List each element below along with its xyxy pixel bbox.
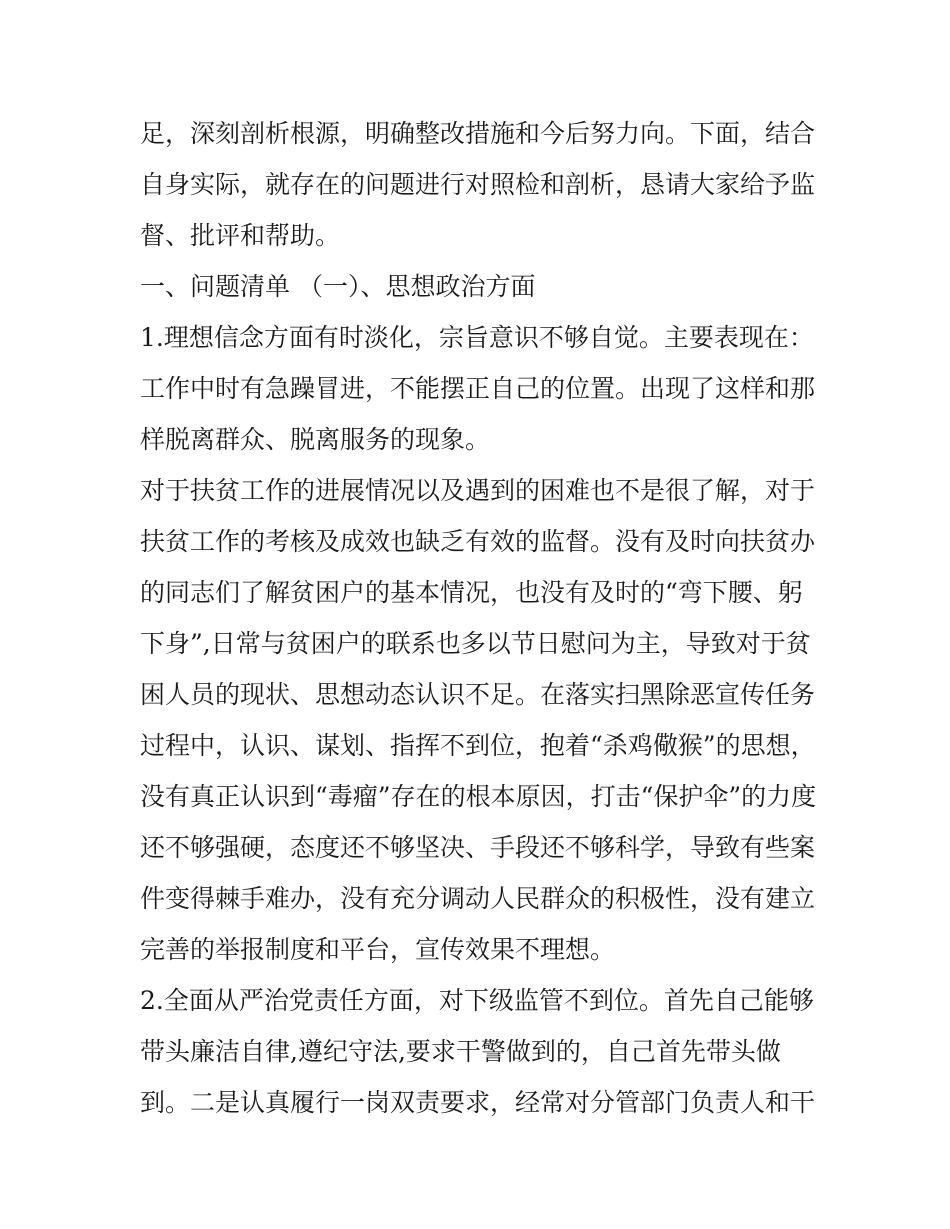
text-line: 到。二是认真履行一岗双责要求，经常对分管部门负责人和干 [140, 1088, 816, 1117]
text-line: 完善的举报制度和平台，宣传效果不理想。 [140, 935, 616, 964]
text-line: 2.全面从严治党责任方面，对下级监管不到位。首先自己能够 [140, 986, 814, 1015]
text-line: 扶贫工作的考核及成效也缺乏有效的监督。没有及时向扶贫办 [140, 527, 816, 556]
text-line: 件变得棘手难办，没有充分调动人民群众的积极性，没有建立 [140, 884, 816, 913]
document-body [140, 108, 820, 1128]
text-line: 足，深刻剖析根源，明确整改措施和今后努力向。下面，结合 [140, 119, 816, 148]
text-line: 样脱离群众、脱离服务的现象。 [140, 425, 491, 454]
text-line: 督、批评和帮助。 [140, 221, 341, 250]
text-line: 还不够强硬，态度还不够坚决、手段还不够科学，导致有些案 [140, 833, 816, 862]
text-line: 对于扶贫工作的进展情况以及遇到的困难也不是很了解，对于 [140, 476, 816, 505]
text-line: 下身”,日常与贫困户的联系也多以节日慰问为主，导致对于贫 [140, 629, 811, 658]
text-line: 没有真正认识到“毒瘤”存在的根本原因，打击“保护伞”的力度 [140, 782, 817, 811]
text-line: 自身实际，就存在的问题进行对照检和剖析，恳请大家给予监 [140, 170, 816, 199]
text-line: 工作中时有急躁冒进，不能摆正自己的位置。出现了这样和那 [140, 374, 816, 403]
text-line: 带头廉洁自律,遵纪守法,要求干警做到的，自己首先带头做 [140, 1037, 781, 1066]
section-heading: 一、问题清单 （一）、思想政治方面 [140, 272, 536, 301]
text-line: 困人员的现状、思想动态认识不足。在落实扫黑除恶宣传任务 [140, 680, 816, 709]
text-line: 的同志们了解贫困户的基本情况，也没有及时的“弯下腰、躬 [140, 578, 803, 607]
text-line: 过程中，认识、谋划、指挥不到位，抱着“杀鸡儆猴”的思想， [140, 731, 816, 760]
text-line: 1.理想信念方面有时淡化，宗旨意识不够自觉。主要表现在： [140, 323, 814, 352]
